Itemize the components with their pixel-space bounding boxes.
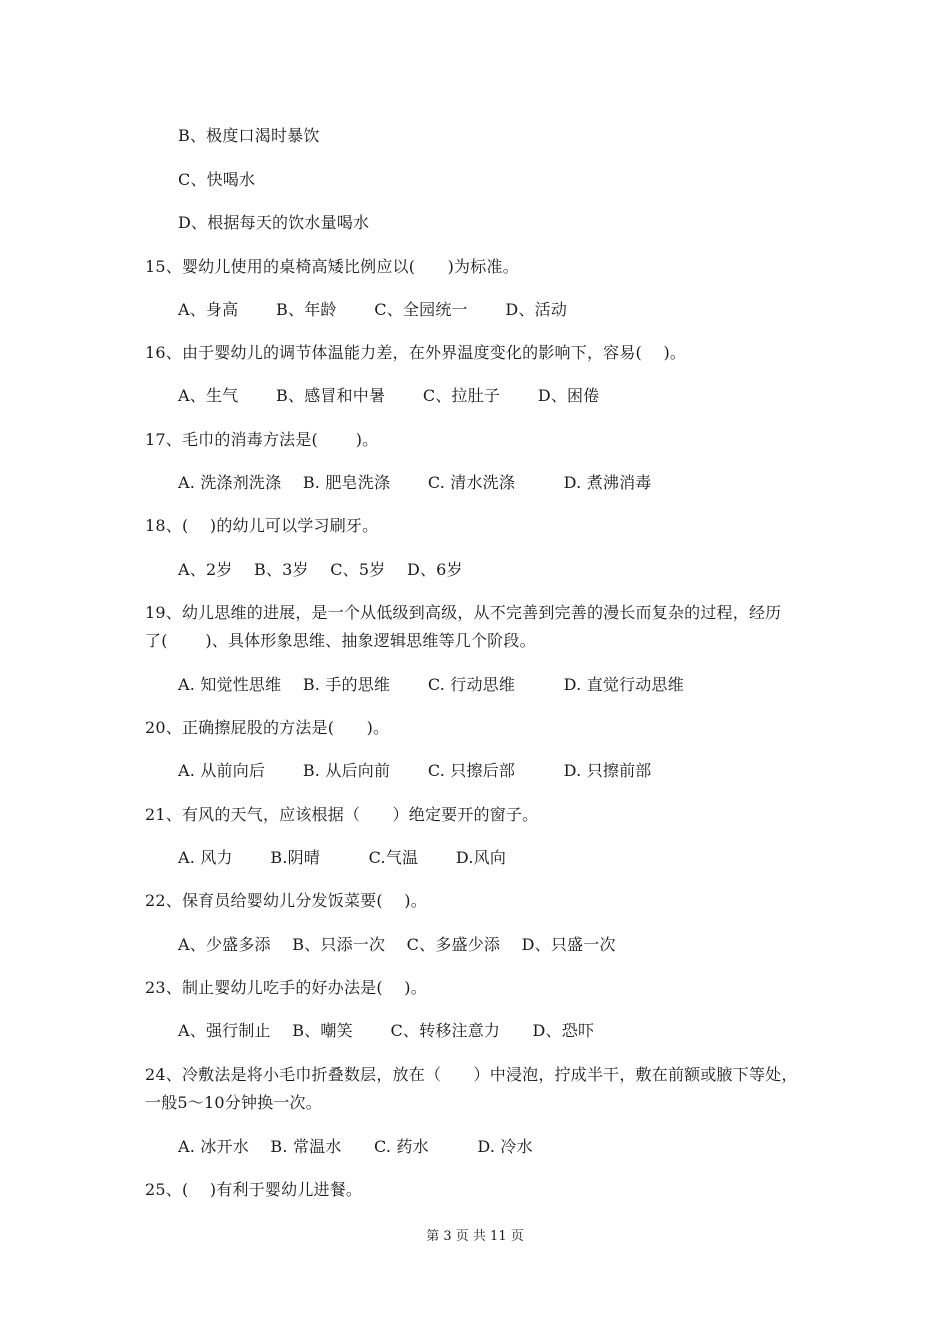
question-19-stem-line-1: 19、幼儿思维的进展，是一个从低级到高级，从不完善到完善的漫长而复杂的过程，经历 xyxy=(145,603,782,622)
option-d: D、根据每天的饮水量喝水 xyxy=(178,213,370,232)
question-17-options: A. 洗涤剂洗涤 B. 肥皂洗涤 C. 清水洗涤 D. 煮沸消毒 xyxy=(178,473,652,492)
question-20-stem: 20、正确擦屁股的方法是( )。 xyxy=(145,718,390,737)
question-19-stem-line-2: 了( )、具体形象思维、抽象逻辑思维等几个阶段。 xyxy=(145,631,536,650)
question-17-stem: 17、毛巾的消毒方法是( )。 xyxy=(145,430,379,449)
question-16-options: A、生气 B、感冒和中暑 C、拉肚子 D、困倦 xyxy=(178,386,600,405)
question-22-stem: 22、保育员给婴幼儿分发饭菜要( )。 xyxy=(145,891,427,910)
question-21-options: A. 风力 B.阴晴 C.气温 D.风向 xyxy=(178,848,507,867)
question-19-options: A. 知觉性思维 B. 手的思维 C. 行动思维 D. 直觉行动思维 xyxy=(178,675,684,694)
question-21-stem: 21、有风的天气，应该根据（ ）绝定要开的窗子。 xyxy=(145,805,539,824)
question-24-stem-line-2: 一般5～10分钟换一次。 xyxy=(145,1093,322,1112)
option-b: B、极度口渴时暴饮 xyxy=(178,126,320,145)
option-c: C、快喝水 xyxy=(178,170,256,189)
question-24-stem-line-1: 24、冷敷法是将小毛巾折叠数层，放在（ ）中浸泡，拧成半干，敷在前额或腋下等处， xyxy=(145,1065,798,1084)
question-25-stem: 25、( )有利于婴幼儿进餐。 xyxy=(145,1180,363,1199)
question-18-stem: 18、( )的幼儿可以学习刷牙。 xyxy=(145,516,379,535)
question-15-stem: 15、婴幼儿使用的桌椅高矮比例应以( )为标准。 xyxy=(145,257,519,276)
question-23-options: A、强行制止 B、嘲笑 C、转移注意力 D、恐吓 xyxy=(178,1021,595,1040)
question-16-stem: 16、由于婴幼儿的调节体温能力差，在外界温度变化的影响下，容易( )。 xyxy=(145,343,687,362)
question-18-options: A、2岁 B、3岁 C、5岁 D、6岁 xyxy=(178,560,463,579)
question-20-options: A. 从前向后 B. 从后向前 C. 只擦后部 D. 只擦前部 xyxy=(178,761,652,780)
question-24-options: A. 冰开水 B. 常温水 C. 药水 D. 冷水 xyxy=(178,1137,533,1156)
page-footer: 第 3 页 共 11 页 xyxy=(426,1229,524,1244)
question-22-options: A、少盛多添 B、只添一次 C、多盛少添 D、只盛一次 xyxy=(178,935,616,954)
question-15-options: A、身高 B、年龄 C、全园统一 D、活动 xyxy=(178,300,568,319)
question-23-stem: 23、制止婴幼儿吃手的好办法是( )。 xyxy=(145,978,427,997)
